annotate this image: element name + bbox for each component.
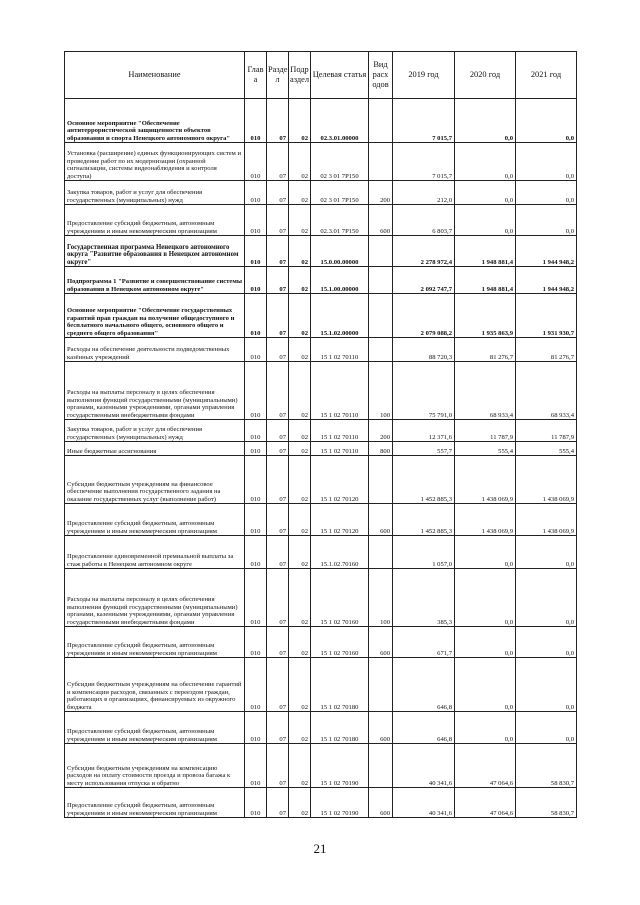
table-body: [65, 99, 577, 818]
row-value-2019: 2 079 088,2: [393, 294, 455, 338]
row-name: Субсидии бюджетным учреждениям на компенсацию расходов на оплату стоимости проезда и провоза багажа к месту использования отпуска и обратно: [65, 744, 245, 788]
row-value-2021: 0,0: [516, 205, 577, 236]
row-value-2020: 11 787,9: [455, 420, 516, 442]
row-razdel: 07: [267, 569, 289, 627]
row-expense-type: [369, 267, 393, 294]
row-value-2021: 58 830,7: [516, 744, 577, 788]
row-value-2019: 212,0: [393, 181, 455, 205]
row-razdel: 07: [267, 420, 289, 442]
row-value-2019: 12 371,6: [393, 420, 455, 442]
row-value-2021: 0,0: [516, 658, 577, 712]
table-row: [65, 627, 577, 658]
row-razdel: 07: [267, 442, 289, 456]
row-value-2021: 0,0: [516, 99, 577, 143]
row-razdel: 07: [267, 99, 289, 143]
table-row: [65, 267, 577, 294]
row-expense-type: [369, 658, 393, 712]
header-name: Наименование: [65, 52, 245, 99]
row-expense-type: [369, 744, 393, 788]
row-glava: 010: [245, 143, 267, 181]
row-name: Субсидии бюджетным учреждениям на финансовое обеспечение выполнения государственного задания на оказание государственных услуг (выполнение работ): [65, 456, 245, 504]
row-value-2020: 81 276,7: [455, 338, 516, 362]
row-expense-type: 600: [369, 205, 393, 236]
row-value-2019: 2 092 747,7: [393, 267, 455, 294]
row-target-article: 15.0.00.00000: [311, 236, 369, 267]
row-name: Предоставление единовременной премиальной выплаты за стаж работы в Ненецком автономном округе: [65, 536, 245, 569]
row-value-2020: 47 064,6: [455, 744, 516, 788]
row-podrazdel: 02: [289, 788, 311, 818]
table-row: [65, 420, 577, 442]
row-value-2020: 0,0: [455, 569, 516, 627]
row-name: Расходы на обеспечение деятельности подведомственных казённых учреждений: [65, 338, 245, 362]
row-target-article: 15 1 02 70110: [311, 420, 369, 442]
row-glava: 010: [245, 362, 267, 420]
table-row: [65, 99, 577, 143]
row-target-article: 15 1 02 70110: [311, 442, 369, 456]
budget-table-container: [64, 51, 576, 818]
row-value-2021: 1 438 069,9: [516, 456, 577, 504]
row-razdel: 07: [267, 744, 289, 788]
header-2019: 2019 год: [393, 52, 455, 99]
row-name: Расходы на выплаты персоналу в целях обеспечения выполнения функций государственными (муниципальными) органами, казенными учреждениями, органами управления государственными внебюджетными фондами: [65, 362, 245, 420]
row-glava: 010: [245, 788, 267, 818]
header-2020: 2020 год: [455, 52, 516, 99]
row-name: Расходы на выплаты персоналу в целях обеспечения выполнения функций государственными (муниципальными) органами, казенными учреждениями, органами управления государственными внебюджетными фондами: [65, 569, 245, 627]
row-glava: 010: [245, 504, 267, 536]
row-value-2021: 0,0: [516, 712, 577, 744]
row-value-2020: 0,0: [455, 658, 516, 712]
row-glava: 010: [245, 420, 267, 442]
row-glava: 010: [245, 569, 267, 627]
row-value-2021: 0,0: [516, 627, 577, 658]
header-podrazdel: Подр аздел: [289, 52, 311, 99]
row-razdel: 07: [267, 536, 289, 569]
row-name: Предоставление субсидий бюджетным, автономным учреждениям и иным некоммерческим организациям: [65, 504, 245, 536]
row-value-2020: 0,0: [455, 627, 516, 658]
row-expense-type: 800: [369, 442, 393, 456]
budget-table: [64, 51, 577, 818]
row-razdel: 07: [267, 294, 289, 338]
row-podrazdel: 02: [289, 658, 311, 712]
row-name: Предоставление субсидий бюджетным, автономным учреждениям и иным некоммерческим организациям: [65, 712, 245, 744]
row-value-2020: 1 948 881,4: [455, 236, 516, 267]
row-expense-type: [369, 294, 393, 338]
row-razdel: 07: [267, 658, 289, 712]
row-razdel: 07: [267, 627, 289, 658]
row-podrazdel: 02: [289, 338, 311, 362]
row-name: Закупка товаров, работ и услуг для обеспечения государственных (муниципальных) нужд: [65, 181, 245, 205]
table-row: [65, 236, 577, 267]
row-value-2019: 385,3: [393, 569, 455, 627]
table-row: [65, 338, 577, 362]
row-podrazdel: 02: [289, 267, 311, 294]
page-number: 21: [313, 841, 327, 856]
table-row: [65, 294, 577, 338]
row-glava: 010: [245, 205, 267, 236]
row-value-2021: 0,0: [516, 569, 577, 627]
row-target-article: 02.3.01 7Р150: [311, 205, 369, 236]
row-glava: 010: [245, 744, 267, 788]
row-glava: 010: [245, 236, 267, 267]
table-row: [65, 181, 577, 205]
table-row: [65, 143, 577, 181]
row-podrazdel: 02: [289, 294, 311, 338]
row-target-article: 15 1 02 70110: [311, 338, 369, 362]
row-glava: 010: [245, 181, 267, 205]
row-name: Основное мероприятие "Обеспечение антитеррористической защищенности объектов образования и спорта Ненецкого автономного округа": [65, 99, 245, 143]
row-glava: 010: [245, 267, 267, 294]
row-value-2020: 555,4: [455, 442, 516, 456]
row-podrazdel: 02: [289, 236, 311, 267]
row-glava: 010: [245, 456, 267, 504]
row-expense-type: [369, 236, 393, 267]
table-row: [65, 442, 577, 456]
row-expense-type: [369, 143, 393, 181]
row-podrazdel: 02: [289, 627, 311, 658]
row-target-article: 15 1 02 70190: [311, 788, 369, 818]
row-name: Основное мероприятие "Обеспечение государственных гарантий прав граждан на получение общедоступного и бесплатного начального общего, основного общего и среднего общего образования": [65, 294, 245, 338]
row-target-article: 15.1.02.70160: [311, 536, 369, 569]
row-expense-type: 100: [369, 569, 393, 627]
table-row: [65, 205, 577, 236]
row-expense-type: [369, 536, 393, 569]
row-target-article: 15.1.00.00000: [311, 267, 369, 294]
row-value-2021: 0,0: [516, 181, 577, 205]
row-glava: 010: [245, 712, 267, 744]
row-glava: 010: [245, 627, 267, 658]
row-podrazdel: 02: [289, 712, 311, 744]
row-value-2020: 0,0: [455, 205, 516, 236]
row-target-article: 15 1 02 70160: [311, 569, 369, 627]
row-value-2021: 58 830,7: [516, 788, 577, 818]
row-value-2021: 1 438 069,9: [516, 504, 577, 536]
row-value-2021: 68 933,4: [516, 362, 577, 420]
row-target-article: 15 1 02 70120: [311, 504, 369, 536]
table-row: [65, 712, 577, 744]
row-expense-type: 600: [369, 627, 393, 658]
row-target-article: 15 1 02 70120: [311, 456, 369, 504]
row-value-2019: 40 341,6: [393, 744, 455, 788]
row-target-article: 15 1 02 70190: [311, 744, 369, 788]
row-glava: 010: [245, 99, 267, 143]
row-podrazdel: 02: [289, 456, 311, 504]
table-header-row: [65, 52, 577, 99]
row-value-2020: 1 438 069,9: [455, 456, 516, 504]
row-razdel: 07: [267, 456, 289, 504]
row-name: Государственная программа Ненецкого автономного округа "Развитие образования в Ненецком автономном округе": [65, 236, 245, 267]
table-row: [65, 744, 577, 788]
row-razdel: 07: [267, 362, 289, 420]
row-value-2019: 6 803,7: [393, 205, 455, 236]
row-razdel: 07: [267, 338, 289, 362]
row-expense-type: 600: [369, 504, 393, 536]
row-value-2021: 555,4: [516, 442, 577, 456]
row-value-2019: 1 057,0: [393, 536, 455, 569]
row-target-article: 15 1 02 70160: [311, 627, 369, 658]
row-value-2019: 75 791,0: [393, 362, 455, 420]
row-razdel: 07: [267, 143, 289, 181]
row-glava: 010: [245, 294, 267, 338]
row-podrazdel: 02: [289, 442, 311, 456]
row-target-article: 02 3 01 7Р150: [311, 143, 369, 181]
table-row: [65, 456, 577, 504]
row-value-2020: 68 933,4: [455, 362, 516, 420]
row-name: Закупка товаров, работ и услуг для обеспечения государственных (муниципальных) нужд: [65, 420, 245, 442]
row-value-2020: 0,0: [455, 99, 516, 143]
table-row: [65, 504, 577, 536]
row-expense-type: 100: [369, 362, 393, 420]
row-glava: 010: [245, 658, 267, 712]
header-glava: Глав а: [245, 52, 267, 99]
row-expense-type: 200: [369, 181, 393, 205]
table-row: [65, 658, 577, 712]
row-podrazdel: 02: [289, 143, 311, 181]
row-value-2019: 1 452 885,3: [393, 456, 455, 504]
row-name: Подпрограмма 1 "Развитие и совершенствование системы образования в Ненецком автономном округе": [65, 267, 245, 294]
header-target-article: Целевая статья: [311, 52, 369, 99]
row-target-article: 15 1 02 70110: [311, 362, 369, 420]
row-value-2021: 1 944 948,2: [516, 236, 577, 267]
row-podrazdel: 02: [289, 420, 311, 442]
row-value-2020: 1 935 863,9: [455, 294, 516, 338]
row-value-2021: 81 276,7: [516, 338, 577, 362]
row-razdel: 07: [267, 712, 289, 744]
row-target-article: 15 1 02 70180: [311, 712, 369, 744]
row-target-article: 02.3.01.00000: [311, 99, 369, 143]
row-expense-type: [369, 456, 393, 504]
row-value-2019: 557,7: [393, 442, 455, 456]
row-name: Субсидии бюджетным учреждениям на обеспечение гарантий и компенсации расходов, связанных с переездом граждан, работающих в организациях, финансируемых из окружного бюджета: [65, 658, 245, 712]
row-razdel: 07: [267, 205, 289, 236]
row-razdel: 07: [267, 504, 289, 536]
row-value-2019: 671,7: [393, 627, 455, 658]
row-podrazdel: 02: [289, 181, 311, 205]
header-razdel: Разде л: [267, 52, 289, 99]
row-podrazdel: 02: [289, 504, 311, 536]
table-row: [65, 362, 577, 420]
row-value-2020: 1 438 069,9: [455, 504, 516, 536]
row-podrazdel: 02: [289, 536, 311, 569]
row-value-2019: 88 720,3: [393, 338, 455, 362]
row-name: Предоставление субсидий бюджетным, автономным учреждениям и иным некоммерческим организациям: [65, 205, 245, 236]
row-target-article: 02 3 01 7Р150: [311, 181, 369, 205]
row-value-2020: 1 948 881,4: [455, 267, 516, 294]
row-razdel: 07: [267, 181, 289, 205]
row-value-2019: 7 015,7: [393, 99, 455, 143]
row-value-2021: 1 931 930,7: [516, 294, 577, 338]
row-target-article: 15 1 02 70180: [311, 658, 369, 712]
row-expense-type: 200: [369, 420, 393, 442]
row-glava: 010: [245, 536, 267, 569]
row-value-2020: 0,0: [455, 712, 516, 744]
row-name: Установка (расширение) единых функционирующих систем и проведение работ по их модернизации (охранной сигнализации, системы видеонаблюдения и контроля доступа): [65, 143, 245, 181]
row-value-2019: 2 278 972,4: [393, 236, 455, 267]
row-podrazdel: 02: [289, 362, 311, 420]
table-row: [65, 569, 577, 627]
row-value-2020: 47 064,6: [455, 788, 516, 818]
row-glava: 010: [245, 442, 267, 456]
header-expense-type: Вид расх одов: [369, 52, 393, 99]
row-razdel: 07: [267, 236, 289, 267]
row-value-2019: 1 452 885,3: [393, 504, 455, 536]
row-razdel: 07: [267, 267, 289, 294]
row-name: Иные бюджетные ассигнования: [65, 442, 245, 456]
row-podrazdel: 02: [289, 569, 311, 627]
row-value-2020: 0,0: [455, 143, 516, 181]
row-podrazdel: 02: [289, 205, 311, 236]
row-value-2020: 0,0: [455, 181, 516, 205]
row-value-2021: 1 944 948,2: [516, 267, 577, 294]
table-row: [65, 788, 577, 818]
row-value-2020: 0,0: [455, 536, 516, 569]
row-value-2019: 646,8: [393, 712, 455, 744]
header-2021: 2021 год: [516, 52, 577, 99]
row-expense-type: [369, 338, 393, 362]
row-glava: 010: [245, 338, 267, 362]
row-name: Предоставление субсидий бюджетным, автономным учреждениям и иным некоммерческим организациям: [65, 627, 245, 658]
row-value-2019: 7 015,7: [393, 143, 455, 181]
table-row: [65, 536, 577, 569]
row-expense-type: 600: [369, 788, 393, 818]
row-razdel: 07: [267, 788, 289, 818]
row-value-2019: 40 341,6: [393, 788, 455, 818]
row-value-2021: 0,0: [516, 143, 577, 181]
row-value-2021: 11 787,9: [516, 420, 577, 442]
row-value-2021: 0,0: [516, 536, 577, 569]
row-value-2019: 646,8: [393, 658, 455, 712]
row-podrazdel: 02: [289, 744, 311, 788]
row-target-article: 15.1.02.00000: [311, 294, 369, 338]
row-name: Предоставление субсидий бюджетным, автономным учреждениям и иным некоммерческим организациям: [65, 788, 245, 818]
row-expense-type: [369, 99, 393, 143]
row-expense-type: 600: [369, 712, 393, 744]
row-podrazdel: 02: [289, 99, 311, 143]
